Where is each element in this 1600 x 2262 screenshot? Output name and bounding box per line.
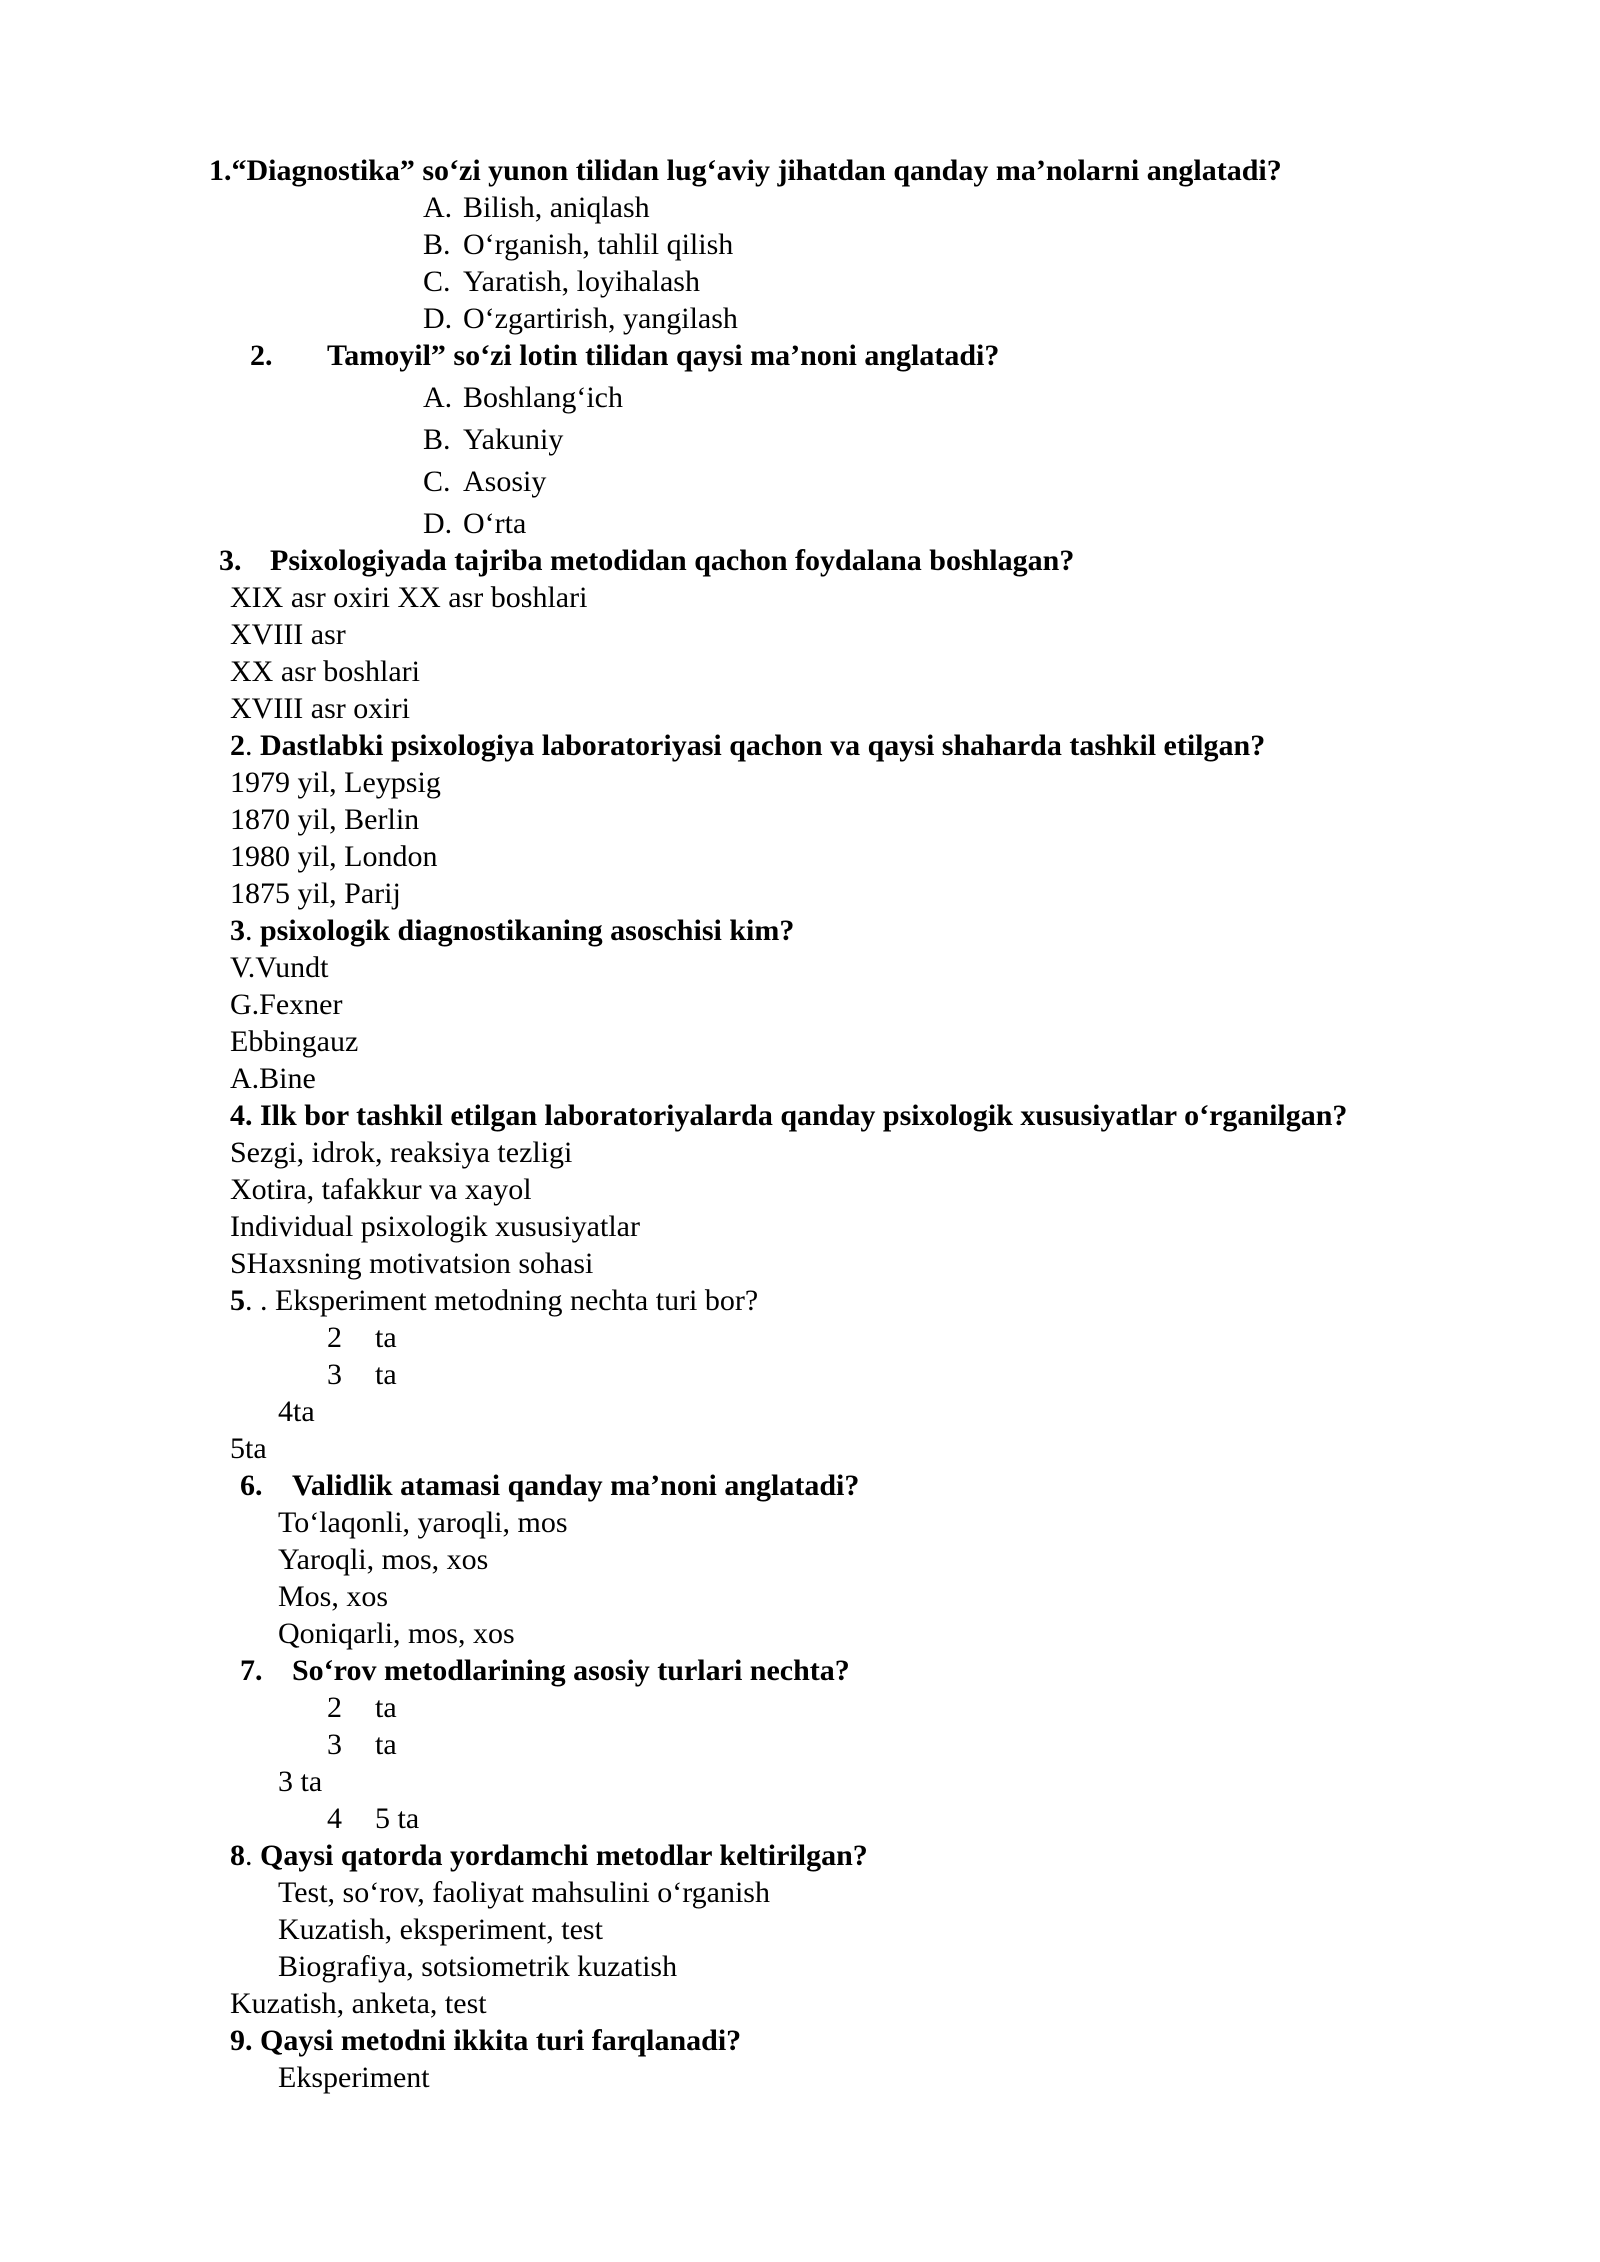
text-segment: 4.	[230, 1099, 253, 1132]
text-segment: 1875 yil, Parij	[230, 877, 401, 910]
text-segment: 5 ta	[375, 1802, 420, 1835]
answer-line	[0, 1060, 1600, 1097]
text-segment: B.	[423, 228, 451, 261]
answer-line	[0, 1578, 1600, 1615]
text-segment: Eksperiment	[278, 2061, 430, 2094]
answer-line	[0, 1430, 1600, 1467]
answer-line	[0, 1911, 1600, 1948]
answer-line	[0, 579, 1600, 616]
text-segment: To‘laqonli, yaroqli, mos	[278, 1506, 568, 1539]
answer-line	[0, 1171, 1600, 1208]
answer-line	[0, 1023, 1600, 1060]
text-segment: Asosiy	[463, 465, 547, 498]
question-line	[0, 1837, 1600, 1874]
text-segment: Yakuniy	[463, 423, 564, 456]
answer-line	[0, 1393, 1600, 1430]
text-segment: O‘zgartirish, yangilash	[463, 302, 738, 335]
text-segment: 7.	[240, 1654, 263, 1687]
answer-line	[0, 838, 1600, 875]
answer-line	[0, 690, 1600, 727]
text-segment: Individual psixologik xususiyatlar	[230, 1210, 640, 1243]
question-line	[0, 542, 1600, 579]
answer-line	[0, 986, 1600, 1023]
answer-line	[0, 1615, 1600, 1652]
answer-line	[0, 1134, 1600, 1171]
text-segment: ta	[375, 1728, 397, 1761]
text-segment: A.	[423, 191, 453, 224]
text-segment: ta	[375, 1321, 397, 1354]
text-segment: A.	[423, 381, 453, 414]
text-segment: Boshlang‘ich	[463, 381, 623, 414]
answer-line	[0, 1948, 1600, 1985]
answer-line	[0, 2059, 1600, 2096]
text-segment: C.	[423, 465, 451, 498]
answer-line	[0, 1541, 1600, 1578]
answer-line	[0, 764, 1600, 801]
text-segment: XVIII asr	[230, 618, 346, 651]
text-segment: Xotira, tafakkur va xayol	[230, 1173, 532, 1206]
text-segment: 3	[230, 914, 245, 947]
option-line	[0, 263, 1600, 300]
answer-line	[0, 875, 1600, 912]
text-segment: 3	[327, 1728, 342, 1761]
answer-line	[0, 1319, 1600, 1356]
text-segment: Tamoyil” so‘zi lotin tilidan qaysi ma’noni anglatadi?	[327, 339, 1000, 372]
text-segment: 3 ta	[278, 1765, 323, 1798]
question-line	[0, 2022, 1600, 2059]
text-segment: 3.	[219, 544, 242, 577]
text-segment: 1980 yil, London	[230, 840, 438, 873]
text-segment: Qaysi qatorda yordamchi metodlar keltirilgan?	[260, 1839, 868, 1872]
answer-line	[0, 949, 1600, 986]
text-segment: A.Bine	[230, 1062, 316, 1095]
text-segment: 2	[327, 1321, 342, 1354]
text-segment: ta	[375, 1358, 397, 1391]
option-line	[0, 300, 1600, 337]
text-segment: Psixologiyada tajriba metodidan qachon foydalana boshlagan?	[270, 544, 1075, 577]
option-line	[0, 189, 1600, 226]
text-segment: Yaroqli, mos, xos	[278, 1543, 489, 1576]
option-line	[0, 379, 1600, 416]
text-segment: 8	[230, 1839, 245, 1872]
text-segment: Ilk bor tashkil etilgan laboratoriyalarda qanday psixologik xususiyatlar o‘rganilgan?	[260, 1099, 1348, 1132]
text-segment: XVIII asr oxiri	[230, 692, 410, 725]
text-segment: Ebbingauz	[230, 1025, 359, 1058]
text-segment: Test, so‘rov, faoliyat mahsulini o‘rganish	[278, 1876, 770, 1909]
answer-line	[0, 1245, 1600, 1282]
text-segment: Biografiya, sotsiometrik kuzatish	[278, 1950, 678, 1983]
answer-line	[0, 801, 1600, 838]
question-line	[0, 337, 1600, 374]
text-segment: 5	[230, 1284, 245, 1317]
text-segment: 1870 yil, Berlin	[230, 803, 420, 836]
answer-line	[0, 1208, 1600, 1245]
text-segment: Sezgi, idrok, reaksiya tezligi	[230, 1136, 573, 1169]
text-segment: 2	[230, 729, 245, 762]
answer-line	[0, 616, 1600, 653]
text-segment: O‘rta	[463, 507, 527, 540]
text-segment: Bilish, aniqlash	[463, 191, 650, 224]
text-segment: C.	[423, 265, 451, 298]
text-segment: G.Fexner	[230, 988, 343, 1021]
answer-line	[0, 1874, 1600, 1911]
answer-line	[0, 653, 1600, 690]
text-segment: D.	[423, 507, 453, 540]
text-segment: . . Eksperiment metodning nechta turi bor?	[245, 1284, 759, 1317]
option-line	[0, 505, 1600, 542]
text-segment: XIX asr oxiri XX asr boshlari	[230, 581, 588, 614]
text-segment: Dastlabki psixologiya laboratoriyasi qachon va qaysi shaharda tashkil etilgan?	[260, 729, 1266, 762]
text-segment: .	[245, 914, 260, 947]
text-segment: Kuzatish, eksperiment, test	[278, 1913, 603, 1946]
text-segment: 3	[327, 1358, 342, 1391]
text-segment: D.	[423, 302, 453, 335]
option-line	[0, 226, 1600, 263]
text-segment: 1979 yil, Leypsig	[230, 766, 441, 799]
text-segment: Qoniqarli, mos, xos	[278, 1617, 515, 1650]
text-segment: 6.	[240, 1469, 263, 1502]
answer-line	[0, 1689, 1600, 1726]
text-segment: 4	[327, 1802, 342, 1835]
text-segment	[253, 2024, 261, 2057]
text-segment: .	[245, 1839, 260, 1872]
text-segment: Kuzatish, anketa, test	[230, 1987, 487, 2020]
text-segment: ta	[375, 1691, 397, 1724]
text-segment: Qaysi metodni ikkita turi farqlanadi?	[260, 2024, 742, 2057]
answer-line	[0, 1763, 1600, 1800]
text-segment	[253, 1099, 261, 1132]
text-segment: V.Vundt	[230, 951, 329, 984]
text-segment: B.	[423, 423, 451, 456]
option-line	[0, 463, 1600, 500]
text-segment: 4ta	[278, 1395, 315, 1428]
text-segment: 9.	[230, 2024, 253, 2057]
question-line	[0, 1467, 1600, 1504]
question-line	[0, 1097, 1600, 1134]
question-line	[0, 727, 1600, 764]
text-segment: psixologik diagnostikaning asoschisi kim?	[260, 914, 795, 947]
question-line	[0, 152, 1600, 189]
text-segment: .	[245, 729, 260, 762]
option-line	[0, 421, 1600, 458]
text-segment: O‘rganish, tahlil qilish	[463, 228, 734, 261]
answer-line	[0, 1504, 1600, 1541]
text-segment: So‘rov metodlarining asosiy turlari nechta?	[292, 1654, 850, 1687]
question-line	[0, 1282, 1600, 1319]
question-line	[0, 912, 1600, 949]
answer-line	[0, 1985, 1600, 2022]
text-segment: Mos, xos	[278, 1580, 389, 1613]
answer-line	[0, 1726, 1600, 1763]
text-segment: 5ta	[230, 1432, 267, 1465]
text-segment: XX asr boshlari	[230, 655, 420, 688]
text-segment: 1.“Diagnostika” so‘zi yunon tilidan lug‘aviy jihatdan qanday ma’nolarni anglatadi?	[209, 154, 1282, 187]
answer-line	[0, 1800, 1600, 1837]
question-line	[0, 1652, 1600, 1689]
text-segment: Yaratish, loyihalash	[463, 265, 700, 298]
text-segment: 2	[327, 1691, 342, 1724]
text-segment: SHaxsning motivatsion sohasi	[230, 1247, 594, 1280]
text-segment: Validlik atamasi qanday ma’noni anglatadi?	[292, 1469, 860, 1502]
answer-line	[0, 1356, 1600, 1393]
text-segment: 2.	[250, 339, 273, 372]
